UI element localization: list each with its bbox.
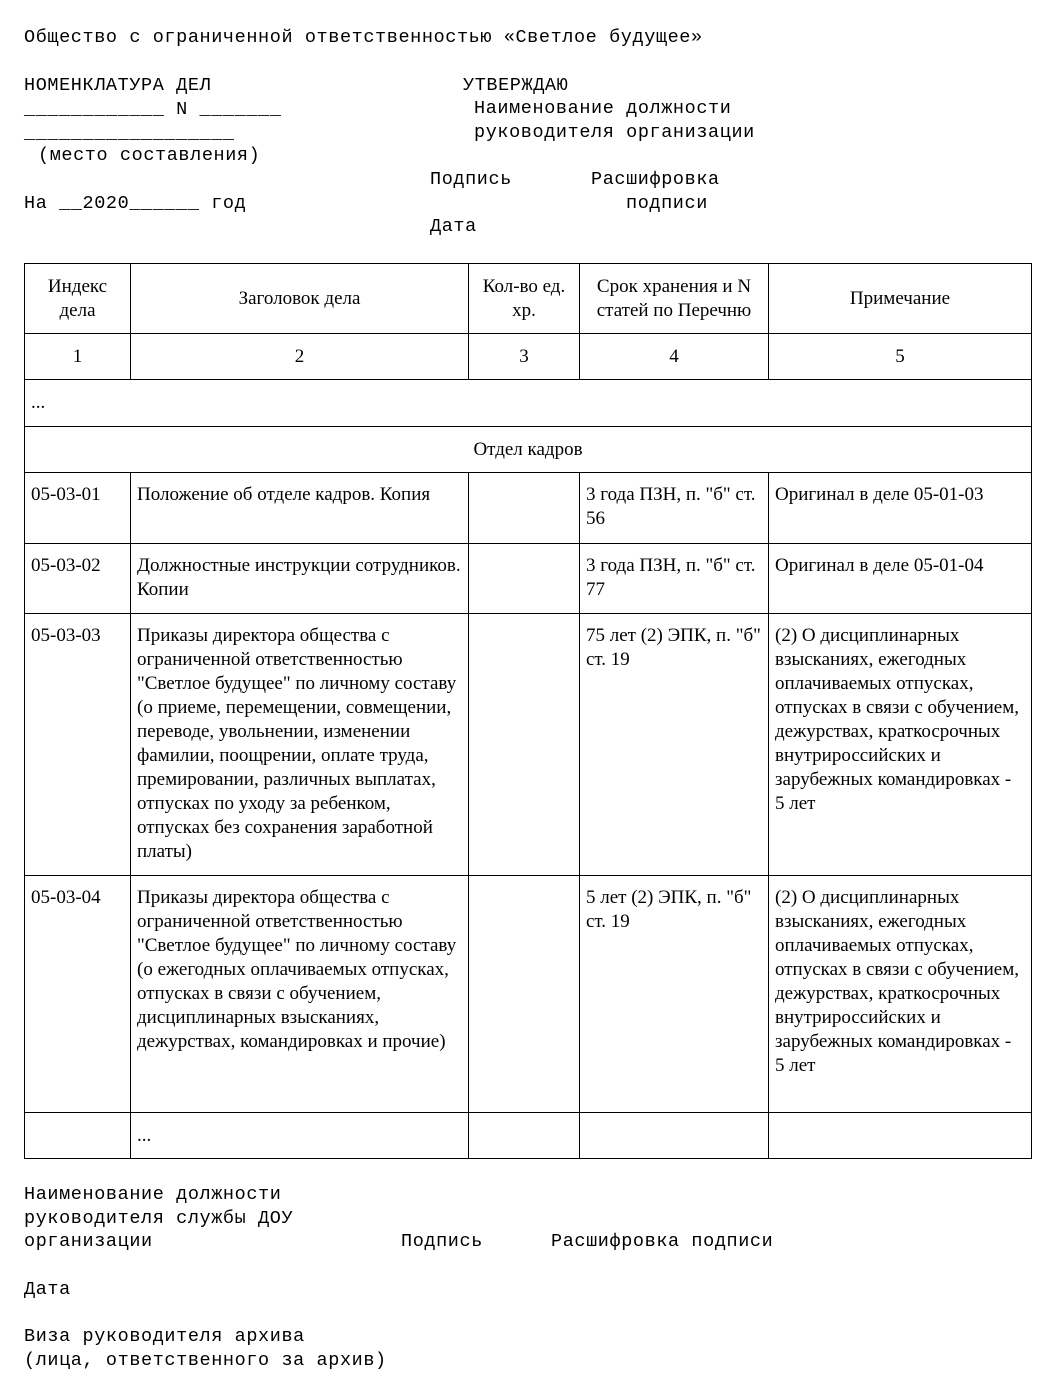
approve-decode-label-2: подписи — [626, 193, 708, 214]
header-index: Индекс дела — [25, 264, 131, 334]
row-title: Приказы директора общества с ограниченной ответственностью "Светлое будущее" по личному составу (о приеме, перемещении, совмещении, переводе, увольнении, изменении фамилии, поощрении, оплате труда, премировании, различных выплатах, отпусках по уходу за ребенком, отпусках без сохранения заработной платы) — [131, 614, 469, 876]
dou-position-line-1: Наименование должности — [24, 1184, 282, 1205]
year-line — [24, 192, 246, 216]
dou-position-line-3: организации — [24, 1231, 153, 1252]
place-line: __________________ — [24, 123, 235, 144]
row-title: Положение об отделе кадров. Копия — [131, 473, 469, 544]
table-row — [25, 876, 1032, 1113]
row-count — [469, 876, 580, 1113]
row-term: 3 года ПЗН, п. "б" ст. 56 — [580, 473, 769, 544]
visa-line-1: Виза руководителя архива — [24, 1326, 305, 1347]
document-title: НОМЕНКЛАТУРА ДЕЛ — [24, 75, 212, 96]
column-number: 5 — [769, 334, 1032, 380]
row-term — [580, 1113, 769, 1159]
row-note — [769, 1113, 1032, 1159]
row-note: Оригинал в деле 05-01-04 — [769, 544, 1032, 614]
row-term: 75 лет (2) ЭПК, п. "б" ст. 19 — [580, 614, 769, 876]
row-term: 3 года ПЗН, п. "б" ст. 77 — [580, 544, 769, 614]
dou-position-line-2: руководителя службы ДОУ — [24, 1208, 294, 1229]
place-caption: (место составления) — [38, 145, 261, 166]
row-index: 05-03-02 — [25, 544, 131, 614]
ellipsis-row — [25, 380, 1032, 427]
table-row — [25, 614, 1032, 876]
table-row-last — [25, 1113, 1032, 1159]
approve-date-label: Дата — [430, 216, 477, 237]
row-index — [25, 1113, 131, 1159]
row-index: 05-03-01 — [25, 473, 131, 544]
dou-signature-label: Подпись — [401, 1231, 483, 1252]
column-number: 4 — [580, 334, 769, 380]
header-count: Кол-во ед. хр. — [469, 264, 580, 334]
column-number-row — [25, 334, 1032, 380]
row-index: 05-03-04 — [25, 876, 131, 1113]
column-number: 1 — [25, 334, 131, 380]
section-row — [25, 427, 1032, 473]
year-suffix: год — [199, 193, 247, 214]
row-count — [469, 1113, 580, 1159]
row-count — [469, 614, 580, 876]
ellipsis-cell: ... — [25, 380, 1032, 427]
organization-name: Общество с ограниченной ответственностью «Светлое будущее» — [24, 27, 703, 48]
approve-signature-label: Подпись — [430, 169, 512, 190]
row-count — [469, 544, 580, 614]
table-header-row — [25, 264, 1032, 334]
row-title: ... — [131, 1113, 469, 1159]
row-count — [469, 473, 580, 544]
document-number-line: ____________ N _______ — [24, 99, 282, 120]
approve-position-line-1: Наименование должности — [474, 98, 732, 119]
table-row — [25, 544, 1032, 614]
row-note: (2) О дисциплинарных взысканиях, ежегодных оплачиваемых отпусках, отпусках в связи с обучением, дежурствах, краткосрочных внутрироссийских и зарубежных командировках - 5 лет — [769, 614, 1032, 876]
header-note: Примечание — [769, 264, 1032, 334]
table-row — [25, 473, 1032, 544]
row-title: Должностные инструкции сотрудников. Копии — [131, 544, 469, 614]
year-prefix: На — [24, 193, 60, 214]
row-title: Приказы директора общества с ограниченной ответственностью "Светлое будущее" по личному составу (о ежегодных оплачиваемых отпусках, отпусках в связи с обучением, дисциплинарных взысканиях, дежурствах, командировках и прочие) — [131, 876, 469, 1113]
nomenclature-table — [24, 263, 1032, 1159]
visa-line-2: (лица, ответственного за архив) — [24, 1350, 387, 1371]
approve-label: УТВЕРЖДАЮ — [463, 75, 569, 96]
row-note: Оригинал в деле 05-01-03 — [769, 473, 1032, 544]
section-title: Отдел кадров — [25, 427, 1032, 473]
dou-decode-label: Расшифровка подписи — [551, 1231, 774, 1252]
column-number: 3 — [469, 334, 580, 380]
footer-date-label: Дата — [24, 1279, 71, 1300]
row-term: 5 лет (2) ЭПК, п. "б" ст. 19 — [580, 876, 769, 1113]
column-number: 2 — [131, 334, 469, 380]
approve-position-line-2: руководителя организации — [474, 122, 755, 143]
header-title: Заголовок дела — [131, 264, 469, 334]
approve-decode-label-1: Расшифровка — [591, 169, 720, 190]
header-term: Срок хранения и N статей по Перечню — [580, 264, 769, 334]
row-index: 05-03-03 — [25, 614, 131, 876]
row-note: (2) О дисциплинарных взысканиях, ежегодных оплачиваемых отпусках, отпусках в связи с обучением, дежурствах, краткосрочных внутрироссийских и зарубежных командировках - 5 лет — [769, 876, 1032, 1113]
year-value: __2020______ — [59, 193, 200, 214]
